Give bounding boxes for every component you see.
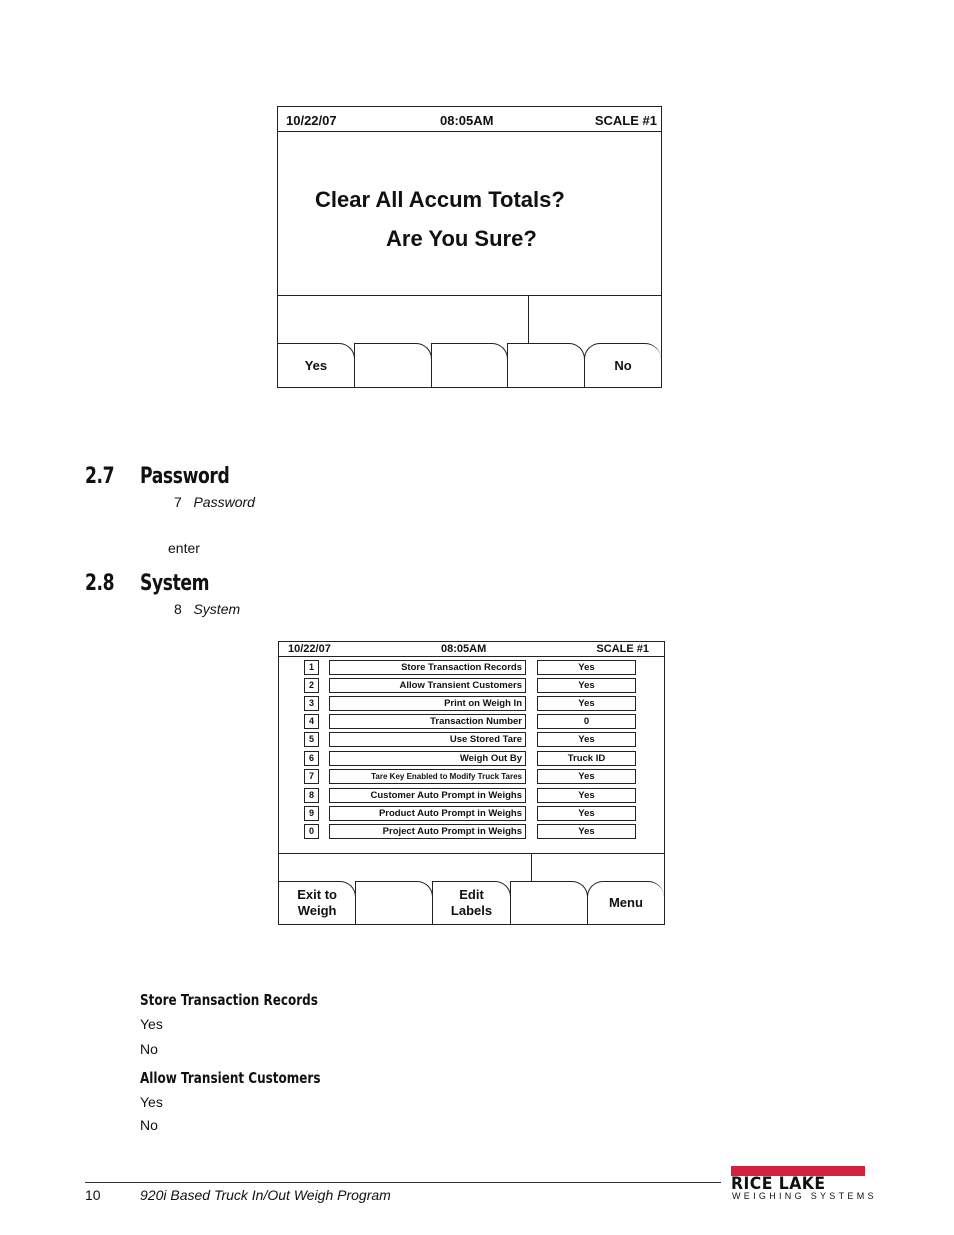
edit-labels-softkey[interactable] xyxy=(432,881,510,924)
setting-value: Yes xyxy=(537,678,636,693)
section-title: System xyxy=(140,571,210,596)
screen-time: 08:05AM xyxy=(440,113,494,128)
confirm-question: Are You Sure? xyxy=(386,226,537,251)
option-no: No xyxy=(140,1041,158,1057)
enter-text: enter xyxy=(168,540,200,556)
setting-label: Allow Transient Customers xyxy=(329,678,526,693)
row-key: 5 xyxy=(304,732,319,747)
setting-value: Yes xyxy=(537,824,636,839)
key-label: System xyxy=(193,601,241,617)
row-key: 3 xyxy=(304,696,319,711)
setting-label: Tare Key Enabled to Modify Truck Tares xyxy=(329,769,526,784)
store-records-heading: Store Transaction Records xyxy=(140,991,318,1009)
setting-value: Truck ID xyxy=(537,751,636,766)
row-key: 6 xyxy=(304,751,319,766)
setting-value: Yes xyxy=(537,788,636,803)
blank-softkey[interactable] xyxy=(510,881,588,924)
document-title: 920i Based Truck In/Out Weigh Program xyxy=(140,1187,391,1203)
softkey-line: Edit xyxy=(459,887,484,902)
setting-value: Yes xyxy=(537,660,636,675)
divider xyxy=(278,295,661,296)
row-key: 4 xyxy=(304,714,319,729)
setting-label: Transaction Number xyxy=(329,714,526,729)
setting-value: Yes xyxy=(537,806,636,821)
blank-softkey[interactable] xyxy=(507,343,585,387)
section-title: Password xyxy=(140,464,230,489)
key-number: 7 xyxy=(174,494,182,510)
option-yes: Yes xyxy=(140,1094,163,1110)
rice-lake-logo: RICE LAKE xyxy=(731,1174,826,1194)
footer-rule xyxy=(85,1182,721,1183)
key-label: Password xyxy=(193,494,255,510)
setting-row[interactable] xyxy=(279,751,659,767)
setting-row[interactable] xyxy=(279,824,659,840)
option-yes: Yes xyxy=(140,1016,163,1032)
rice-lake-logo-subtext: WEIGHING SYSTEMS xyxy=(732,1191,877,1201)
setting-row[interactable] xyxy=(279,714,659,730)
setting-label: Print on Weigh In xyxy=(329,696,526,711)
setting-label: Use Stored Tare xyxy=(329,732,526,747)
divider xyxy=(279,853,664,854)
setting-row[interactable] xyxy=(279,696,659,712)
setting-value: Yes xyxy=(537,732,636,747)
clear-totals-screen xyxy=(277,106,662,388)
screen-scale: SCALE #1 xyxy=(596,643,649,655)
blank-softkey[interactable] xyxy=(354,343,432,387)
setting-label: Weigh Out By xyxy=(329,751,526,766)
softkey-line: Labels xyxy=(450,903,493,918)
system-key-text xyxy=(174,601,240,617)
setting-label: Store Transaction Records xyxy=(329,660,526,675)
row-key: 9 xyxy=(304,806,319,821)
blank-softkey[interactable] xyxy=(355,881,433,924)
setting-row[interactable] xyxy=(279,769,659,785)
row-key: 2 xyxy=(304,678,319,693)
transient-customers-heading: Allow Transient Customers xyxy=(140,1069,321,1087)
menu-softkey[interactable] xyxy=(587,881,664,924)
section-number: 2.8 xyxy=(85,571,115,596)
screen-header xyxy=(278,107,661,132)
softkey-line: Exit to xyxy=(297,887,337,902)
yes-softkey[interactable]: Yes xyxy=(278,343,355,387)
setting-value: Yes xyxy=(537,769,636,784)
setting-value: 0 xyxy=(537,714,636,729)
softkey-bar xyxy=(279,881,664,924)
setting-row[interactable] xyxy=(279,732,659,748)
section-number: 2.7 xyxy=(85,464,115,489)
no-softkey[interactable]: No xyxy=(584,343,661,387)
row-key: 1 xyxy=(304,660,319,675)
divider xyxy=(528,295,529,345)
screen-date: 10/22/07 xyxy=(286,113,337,128)
screen-header xyxy=(279,642,664,657)
page-number: 10 xyxy=(85,1187,101,1203)
setting-value: Yes xyxy=(537,696,636,711)
system-settings-screen xyxy=(278,641,665,925)
softkey-bar xyxy=(278,343,661,387)
softkey-line: Weigh xyxy=(297,903,337,918)
confirm-message: Clear All Accum Totals? xyxy=(315,187,565,212)
setting-row[interactable] xyxy=(279,806,659,822)
divider xyxy=(531,853,532,883)
row-key: 0 xyxy=(304,824,319,839)
row-key: 7 xyxy=(304,769,319,784)
blank-softkey[interactable] xyxy=(431,343,509,387)
softkey-line: Menu xyxy=(608,895,643,910)
setting-row[interactable] xyxy=(279,660,659,676)
screen-date: 10/22/07 xyxy=(288,643,331,655)
option-no: No xyxy=(140,1117,158,1133)
setting-row[interactable] xyxy=(279,788,659,804)
screen-time: 08:05AM xyxy=(441,643,487,655)
key-number: 8 xyxy=(174,601,182,617)
setting-row[interactable] xyxy=(279,678,659,694)
screen-scale: SCALE #1 xyxy=(594,113,657,128)
exit-to-weigh-softkey[interactable] xyxy=(279,881,356,924)
setting-label: Product Auto Prompt in Weighs xyxy=(329,806,526,821)
setting-label: Project Auto Prompt in Weighs xyxy=(329,824,526,839)
password-key-text xyxy=(174,494,255,510)
setting-label: Customer Auto Prompt in Weighs xyxy=(329,788,526,803)
row-key: 8 xyxy=(304,788,319,803)
